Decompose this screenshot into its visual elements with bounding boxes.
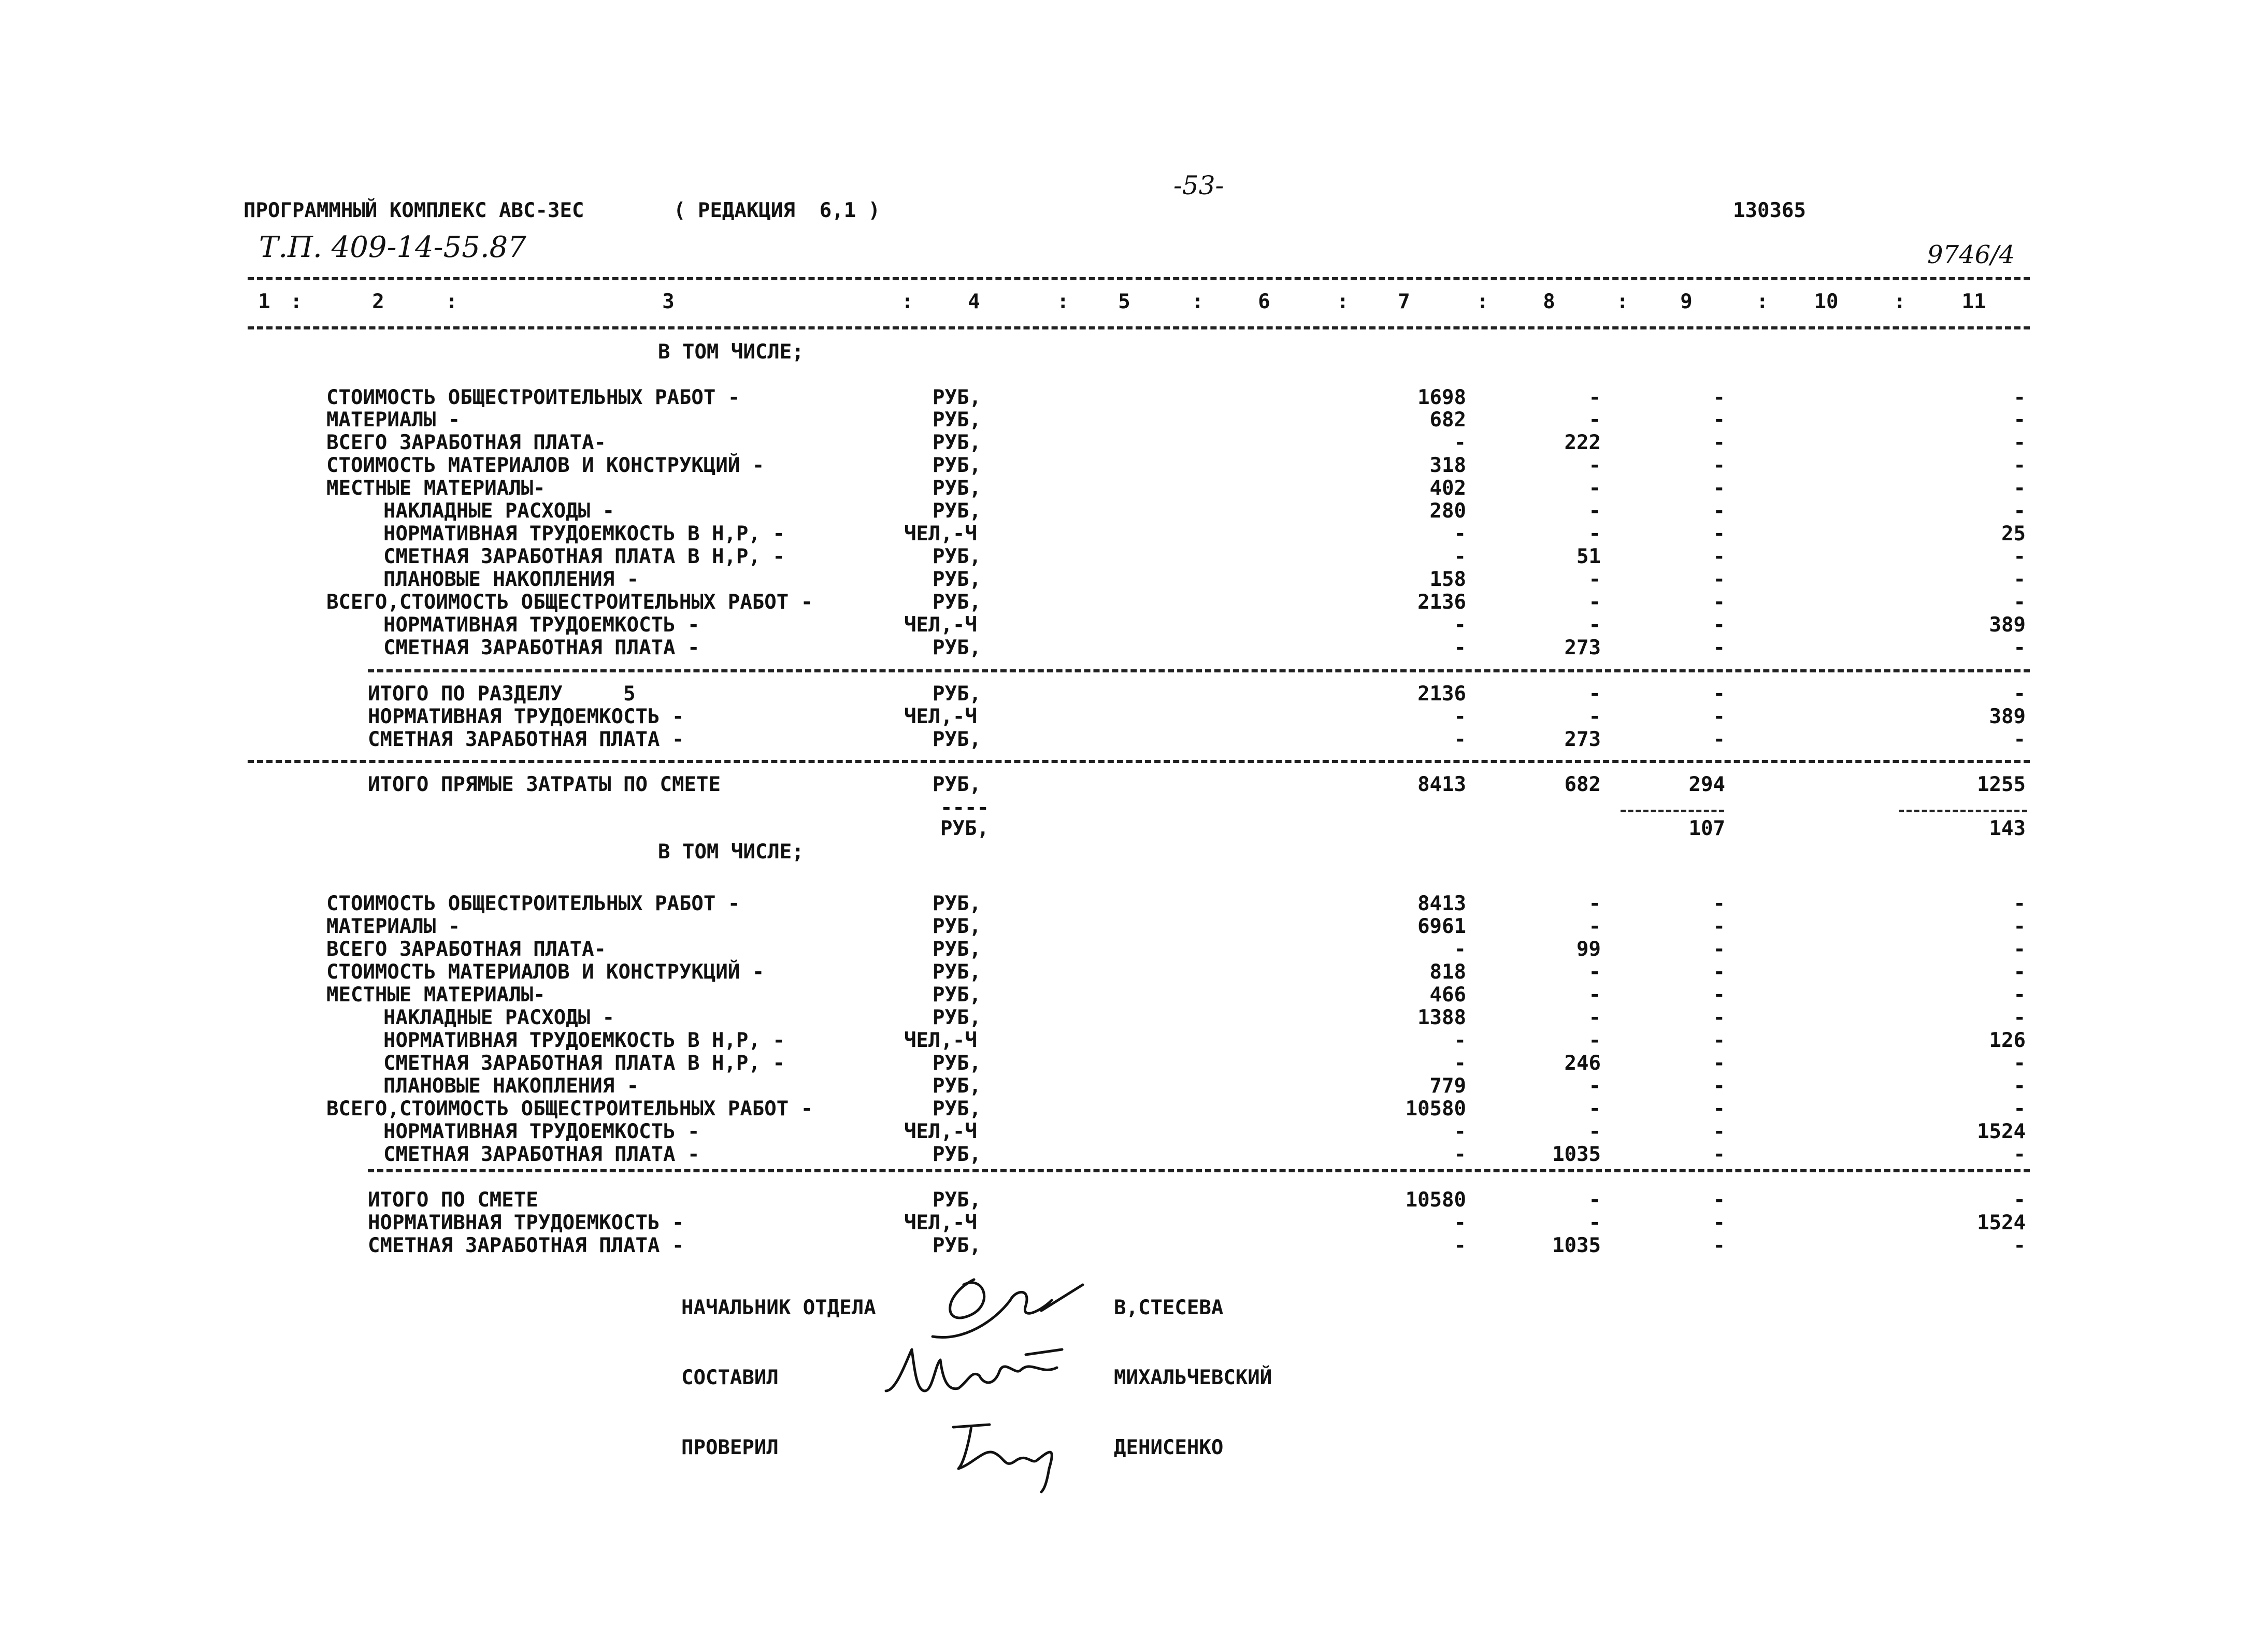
cell-col11: - (2013, 983, 2026, 1007)
row-label: ИТОГО ПРЯМЫЕ ЗАТРАТЫ ПО СМЕТЕ (368, 773, 721, 796)
cell-col11: 389 (1989, 705, 2026, 728)
row-unit: ЧЕЛ,-Ч (904, 705, 977, 728)
cell-col11: - (2013, 568, 2026, 591)
cell-col7: 1698 (1417, 386, 1466, 409)
extra-unit: РУБ, (940, 817, 989, 840)
cell-col8: - (1588, 1074, 1601, 1098)
cell-col9: - (1713, 705, 1725, 728)
row-label: ВСЕГО,СТОИМОСТЬ ОБЩЕСТРОИТЕЛЬНЫХ РАБОТ - (326, 1097, 813, 1121)
column-number-6: 6 (1258, 290, 1270, 313)
cell-col8: - (1588, 613, 1601, 637)
cell-col8: 51 (1577, 545, 1601, 568)
cell-col7: 2136 (1417, 682, 1466, 706)
row-label: СМЕТНАЯ ЗАРАБОТНАЯ ПЛАТА - (368, 1234, 684, 1257)
row-label: СТОИМОСТЬ МАТЕРИАЛОВ И КОНСТРУКЦИЙ - (326, 960, 765, 984)
cell-col9: - (1713, 1006, 1725, 1029)
divider-1 (368, 669, 2030, 672)
cell-col11: - (2013, 408, 2026, 432)
cell-col11: - (2013, 682, 2026, 706)
header-rule-bottom (248, 326, 2030, 329)
column-number-3: 3 (662, 290, 675, 313)
cell-col7: 8413 (1417, 773, 1466, 796)
column-number-4: 4 (968, 290, 980, 313)
cell-col11: 1255 (1977, 773, 2026, 796)
cell-col7: 280 (1429, 499, 1466, 523)
cell-col9: - (1713, 613, 1725, 637)
cell-col9: - (1713, 431, 1725, 454)
column-separator: : (1337, 290, 1349, 313)
row-unit: РУБ, (933, 545, 981, 568)
cell-col11: 1524 (1977, 1211, 2026, 1234)
cell-col9: - (1713, 1234, 1725, 1257)
cell-col7: 682 (1429, 408, 1466, 432)
cell-col7: - (1454, 545, 1466, 568)
cell-col8: - (1588, 1211, 1601, 1234)
cell-col11: 126 (1989, 1029, 2026, 1052)
cell-col7: - (1454, 1211, 1466, 1234)
row-unit: РУБ, (933, 915, 981, 938)
row-label: СТОИМОСТЬ МАТЕРИАЛОВ И КОНСТРУКЦИЙ - (326, 454, 765, 477)
cell-col9: - (1713, 591, 1725, 614)
cell-col7: 158 (1429, 568, 1466, 591)
cell-col7: 6961 (1417, 915, 1466, 938)
cell-col7: 1388 (1417, 1006, 1466, 1029)
cell-col8: - (1588, 1120, 1601, 1143)
cell-col9: - (1713, 1052, 1725, 1075)
cell-col9: - (1713, 1188, 1725, 1212)
cell-col7: - (1454, 1052, 1466, 1075)
row-unit: РУБ, (933, 1052, 981, 1075)
cell-col7: - (1454, 728, 1466, 751)
row-unit: РУБ, (933, 499, 981, 523)
cell-col8: - (1588, 960, 1601, 984)
column-number-8: 8 (1543, 290, 1555, 313)
row-label: СМЕТНАЯ ЗАРАБОТНАЯ ПЛАТА - (383, 636, 700, 659)
row-label: МЕСТНЫЕ МАТЕРИАЛЫ- (326, 477, 546, 500)
cell-col11: 143 (1989, 817, 2026, 840)
cell-col8: - (1588, 408, 1601, 432)
cell-col8: 273 (1564, 636, 1601, 659)
row-unit: РУБ, (933, 636, 981, 659)
unit-dash: ---- (940, 796, 989, 820)
row-label: ВСЕГО,СТОИМОСТЬ ОБЩЕСТРОИТЕЛЬНЫХ РАБОТ - (326, 591, 813, 614)
signature-name: МИХАЛЬЧЕВСКИЙ (1114, 1366, 1272, 1389)
cell-col11: - (2013, 892, 2026, 915)
cell-col8: - (1588, 915, 1601, 938)
row-label: ИТОГО ПО РАЗДЕЛУ 5 (368, 682, 636, 706)
cell-col8: - (1588, 1188, 1601, 1212)
cell-col11: - (2013, 1188, 2026, 1212)
signature-role: НАЧАЛЬНИК ОТДЕЛА (681, 1296, 876, 1319)
row-label: НОРМАТИВНАЯ ТРУДОЕМКОСТЬ - (368, 1211, 684, 1234)
divider-2 (248, 760, 2030, 763)
cell-col7: - (1454, 1029, 1466, 1052)
row-unit: РУБ, (933, 1143, 981, 1166)
row-label: СМЕТНАЯ ЗАРАБОТНАЯ ПЛАТА - (368, 728, 684, 751)
cell-col8: - (1588, 983, 1601, 1007)
cell-col11: - (2013, 1006, 2026, 1029)
row-label: СМЕТНАЯ ЗАРАБОТНАЯ ПЛАТА В Н,Р, - (383, 1052, 785, 1075)
cell-col8: 1035 (1552, 1234, 1601, 1257)
cell-col9: - (1713, 408, 1725, 432)
cell-col11: - (2013, 1097, 2026, 1121)
column-separator: : (1057, 290, 1069, 313)
cell-col7: 10580 (1405, 1188, 1466, 1212)
cell-col7: 318 (1429, 454, 1466, 477)
column-separator: : (1894, 290, 1906, 313)
column-separator: : (446, 290, 458, 313)
row-label: ВСЕГО ЗАРАБОТНАЯ ПЛАТА- (326, 938, 607, 961)
cell-col11: - (2013, 545, 2026, 568)
cell-col9: - (1713, 636, 1725, 659)
cell-col9: - (1713, 892, 1725, 915)
cell-col11: - (2013, 728, 2026, 751)
row-unit: РУБ, (933, 1074, 981, 1098)
row-label: НОРМАТИВНАЯ ТРУДОЕМКОСТЬ В Н,Р, - (383, 1029, 785, 1052)
cell-col11: 25 (2001, 522, 2026, 545)
cell-col8: - (1588, 522, 1601, 545)
cell-col8: - (1588, 454, 1601, 477)
row-unit: ЧЕЛ,-Ч (904, 1029, 977, 1052)
divider-3 (368, 1169, 2030, 1172)
row-label: НОРМАТИВНАЯ ТРУДОЕМКОСТЬ - (383, 1120, 700, 1143)
cell-col11: - (2013, 636, 2026, 659)
column-separator: : (290, 290, 303, 313)
edition-label: ( РЕДАКЦИЯ 6,1 ) (674, 199, 881, 222)
row-unit: РУБ, (933, 682, 981, 706)
sheet-number: 9746/4 (1927, 240, 2015, 269)
document-code: 130365 (1733, 199, 1806, 222)
column-separator: : (901, 290, 914, 313)
cell-col11: 389 (1989, 613, 2026, 637)
row-label: ВСЕГО ЗАРАБОТНАЯ ПЛАТА- (326, 431, 607, 454)
cell-col11: - (2013, 1052, 2026, 1075)
cell-col8: - (1588, 682, 1601, 706)
cell-col9: - (1713, 1211, 1725, 1234)
cell-col9: - (1713, 568, 1725, 591)
cell-col8: - (1588, 591, 1601, 614)
column-separator: : (1477, 290, 1489, 313)
row-label: НОРМАТИВНАЯ ТРУДОЕМКОСТЬ - (368, 705, 684, 728)
cell-col9: - (1713, 728, 1725, 751)
cell-col9: - (1713, 1074, 1725, 1098)
cell-col11: - (2013, 591, 2026, 614)
column-number-2: 2 (372, 290, 384, 313)
cell-col11: 1524 (1977, 1120, 2026, 1143)
cell-col8: - (1588, 386, 1601, 409)
row-label: МЕСТНЫЕ МАТЕРИАЛЫ- (326, 983, 546, 1007)
cell-col8: - (1588, 477, 1601, 500)
row-unit: РУБ, (933, 1006, 981, 1029)
row-unit: РУБ, (933, 477, 981, 500)
row-unit: РУБ, (933, 1097, 981, 1121)
cell-col8: - (1588, 568, 1601, 591)
cell-col8: 246 (1564, 1052, 1601, 1075)
row-label: МАТЕРИАЛЫ - (326, 408, 461, 432)
project-number: Т.П. 409-14-55.87 (259, 231, 526, 264)
cell-col11: - (2013, 960, 2026, 984)
row-unit: РУБ, (933, 1188, 981, 1212)
cell-col9: - (1713, 454, 1725, 477)
row-label: ПЛАНОВЫЕ НАКОПЛЕНИЯ - (383, 1074, 639, 1098)
row-label: СТОИМОСТЬ ОБЩЕСТРОИТЕЛЬНЫХ РАБОТ - (326, 386, 740, 409)
cell-col7: 10580 (1405, 1097, 1466, 1121)
cell-col9: - (1713, 522, 1725, 545)
cell-col9: - (1713, 1097, 1725, 1121)
row-unit: РУБ, (933, 591, 981, 614)
cell-col7: - (1454, 938, 1466, 961)
row-label: СМЕТНАЯ ЗАРАБОТНАЯ ПЛАТА В Н,Р, - (383, 545, 785, 568)
section-caption-1: В ТОМ ЧИСЛЕ; (658, 340, 804, 364)
cell-col8: 222 (1564, 431, 1601, 454)
row-unit: РУБ, (933, 773, 981, 796)
row-unit: РУБ, (933, 960, 981, 984)
cell-col11: - (2013, 431, 2026, 454)
cell-col7: - (1454, 431, 1466, 454)
cell-col7: - (1454, 1120, 1466, 1143)
column-number-5: 5 (1118, 290, 1130, 313)
row-label: СТОИМОСТЬ ОБЩЕСТРОИТЕЛЬНЫХ РАБОТ - (326, 892, 740, 915)
cell-col7: 466 (1429, 983, 1466, 1007)
signature-name: В,СТЕСЕВА (1114, 1296, 1224, 1319)
row-unit: РУБ, (933, 386, 981, 409)
signature-2-icon (876, 1339, 1072, 1406)
column-number-1: 1 (258, 290, 270, 313)
cell-col7: 818 (1429, 960, 1466, 984)
col9-underline (1621, 810, 1724, 812)
cell-col7: - (1454, 1143, 1466, 1166)
row-unit: ЧЕЛ,-Ч (904, 613, 977, 637)
signature-name: ДЕНИСЕНКО (1114, 1436, 1224, 1459)
column-separator: : (1756, 290, 1769, 313)
cell-col9: - (1713, 983, 1725, 1007)
row-unit: РУБ, (933, 938, 981, 961)
row-label: НАКЛАДНЫЕ РАСХОДЫ - (383, 1006, 615, 1029)
row-unit: РУБ, (933, 568, 981, 591)
row-unit: РУБ, (933, 408, 981, 432)
cell-col11: - (2013, 499, 2026, 523)
col11-underline (1899, 810, 2027, 812)
row-unit: РУБ, (933, 983, 981, 1007)
cell-col9: - (1713, 545, 1725, 568)
cell-col7: - (1454, 636, 1466, 659)
cell-col8: - (1588, 1029, 1601, 1052)
row-label: НОРМАТИВНАЯ ТРУДОЕМКОСТЬ - (383, 613, 700, 637)
cell-col7: - (1454, 1234, 1466, 1257)
cell-col9: - (1713, 499, 1725, 523)
section-caption-2: В ТОМ ЧИСЛЕ; (658, 840, 804, 864)
row-label: ИТОГО ПО СМЕТЕ (368, 1188, 538, 1212)
cell-col9: 107 (1688, 817, 1725, 840)
row-unit: ЧЕЛ,-Ч (904, 1120, 977, 1143)
page-number: -53- (1173, 170, 1224, 200)
cell-col8: - (1588, 1006, 1601, 1029)
column-number-11: 11 (1961, 290, 1986, 313)
cell-col9: 294 (1688, 773, 1725, 796)
cell-col11: - (2013, 1234, 2026, 1257)
column-separator: : (1192, 290, 1204, 313)
row-unit: РУБ, (933, 892, 981, 915)
cell-col7: - (1454, 613, 1466, 637)
cell-col8: 682 (1564, 773, 1601, 796)
signature-role: ПРОВЕРИЛ (681, 1436, 779, 1459)
row-unit: РУБ, (933, 454, 981, 477)
cell-col11: - (2013, 1143, 2026, 1166)
cell-col7: 402 (1429, 477, 1466, 500)
cell-col7: - (1454, 522, 1466, 545)
cell-col11: - (2013, 477, 2026, 500)
signature-role: СОСТАВИЛ (681, 1366, 779, 1389)
cell-col11: - (2013, 938, 2026, 961)
cell-col11: - (2013, 386, 2026, 409)
cell-col11: - (2013, 454, 2026, 477)
cell-col9: - (1713, 477, 1725, 500)
cell-col9: - (1713, 386, 1725, 409)
row-unit: РУБ, (933, 431, 981, 454)
cell-col8: - (1588, 499, 1601, 523)
cell-col8: 1035 (1552, 1143, 1601, 1166)
row-label: НОРМАТИВНАЯ ТРУДОЕМКОСТЬ В Н,Р, - (383, 522, 785, 545)
row-label: ПЛАНОВЫЕ НАКОПЛЕНИЯ - (383, 568, 639, 591)
cell-col11: - (2013, 915, 2026, 938)
column-number-7: 7 (1398, 290, 1410, 313)
cell-col9: - (1713, 682, 1725, 706)
column-number-10: 10 (1814, 290, 1839, 313)
cell-col11: - (2013, 1074, 2026, 1098)
cell-col9: - (1713, 938, 1725, 961)
cell-col9: - (1713, 1143, 1725, 1166)
cell-col8: 273 (1564, 728, 1601, 751)
cell-col9: - (1713, 1029, 1725, 1052)
cell-col9: - (1713, 1120, 1725, 1143)
row-unit: РУБ, (933, 728, 981, 751)
column-separator: : (1616, 290, 1629, 313)
cell-col8: - (1588, 705, 1601, 728)
row-unit: ЧЕЛ,-Ч (904, 1211, 977, 1234)
cell-col7: 8413 (1417, 892, 1466, 915)
cell-col7: 2136 (1417, 591, 1466, 614)
program-title: ПРОГРАММНЫЙ КОМПЛЕКС АВС-3ЕС (243, 199, 584, 222)
header-rule-top (248, 277, 2030, 280)
cell-col7: 779 (1429, 1074, 1466, 1098)
row-unit: ЧЕЛ,-Ч (904, 522, 977, 545)
row-label: СМЕТНАЯ ЗАРАБОТНАЯ ПЛАТА - (383, 1143, 700, 1166)
signature-3-icon (943, 1412, 1078, 1495)
row-label: МАТЕРИАЛЫ - (326, 915, 461, 938)
row-unit: РУБ, (933, 1234, 981, 1257)
cell-col8: - (1588, 892, 1601, 915)
cell-col9: - (1713, 915, 1725, 938)
cell-col7: - (1454, 705, 1466, 728)
cell-col9: - (1713, 960, 1725, 984)
cell-col8: 99 (1577, 938, 1601, 961)
cell-col8: - (1588, 1097, 1601, 1121)
column-number-9: 9 (1680, 290, 1693, 313)
row-label: НАКЛАДНЫЕ РАСХОДЫ - (383, 499, 615, 523)
